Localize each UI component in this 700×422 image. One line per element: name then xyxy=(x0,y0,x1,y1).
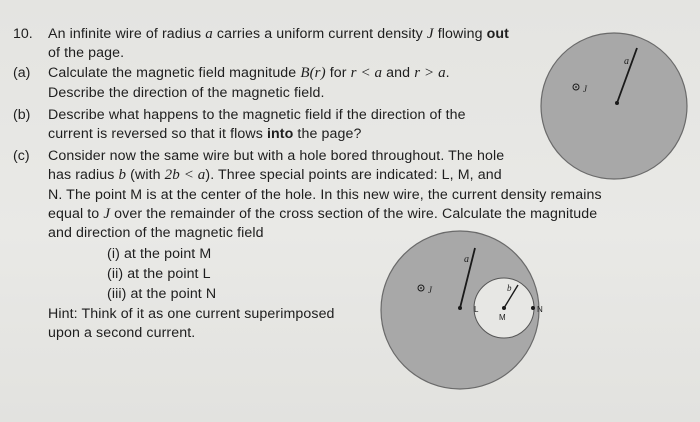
sub-point-i: (i) at the point M xyxy=(107,246,212,262)
part-c-line-3: N. The point M is at the center of the hole. In this new wire, the current density remains xyxy=(48,187,602,203)
hint-line-1: Hint: Think of it as one current superimposed xyxy=(48,306,335,322)
part-a-line-2: Describe the direction of the magnetic field. xyxy=(48,85,325,101)
point-N-dot xyxy=(531,306,535,310)
part-a-line-1: Calculate the magnetic field magnitude B(r) for r < a and r > a. xyxy=(48,65,450,81)
point-L-label: L xyxy=(474,305,479,314)
sub-point-iii: (iii) at the point N xyxy=(107,286,217,302)
figure-solid-wire xyxy=(538,33,690,179)
point-L-dot xyxy=(458,306,462,310)
part-c-line-4: equal to J over the remainder of the cross section of the wire. Calculate the magnitude xyxy=(48,206,598,222)
current-label: J xyxy=(428,285,432,295)
math-a: a xyxy=(205,26,213,42)
radius-label: a xyxy=(464,254,469,265)
intro-line-2: of the page. xyxy=(48,45,125,61)
math-b: b xyxy=(118,167,127,183)
emphasis-out: out xyxy=(486,26,509,42)
part-b-line-1: Describe what happens to the magnetic field if the direction of the xyxy=(48,107,466,123)
intro-line-1: An infinite wire of radius a carries a uniform current density J flowing out xyxy=(48,26,509,42)
emphasis-into: into xyxy=(266,126,294,142)
point-N-label: N xyxy=(537,305,543,314)
math-r-lt-a: r < a xyxy=(350,65,383,81)
part-c-line-2: has radius b (with 2b < a). Three special points are indicated: L, M, and xyxy=(48,167,502,183)
sub-point-ii: (ii) at the point L xyxy=(107,266,211,282)
problem-number: 10. xyxy=(13,26,33,42)
part-c-line-1: Consider now the same wire but with a hole bored throughout. The hole xyxy=(48,148,505,164)
part-b-line-2: current is reversed so that it flows into the page? xyxy=(48,126,362,142)
radius-center-dot xyxy=(615,101,619,105)
part-a-label: (a) xyxy=(13,65,31,81)
math-J: J xyxy=(426,26,434,42)
math-r-gt-a: r > a xyxy=(414,65,446,81)
hole-radius-label: b xyxy=(507,283,512,293)
math-Br: B(r) xyxy=(300,65,326,81)
current-label: J xyxy=(583,84,587,94)
point-M-dot xyxy=(502,306,506,310)
math-2b-lt-a: 2b < a xyxy=(164,167,206,183)
radius-label: a xyxy=(624,56,629,67)
part-b-label: (b) xyxy=(13,107,31,123)
part-c-line-5: and direction of the magnetic field xyxy=(48,225,264,241)
math-J-2: J xyxy=(103,206,111,222)
wire-cross-section xyxy=(541,33,687,179)
point-M-label: M xyxy=(499,313,506,322)
figure-wire-with-hole xyxy=(380,230,543,390)
hint-line-2: upon a second current. xyxy=(48,325,196,341)
part-c-label: (c) xyxy=(13,148,30,164)
